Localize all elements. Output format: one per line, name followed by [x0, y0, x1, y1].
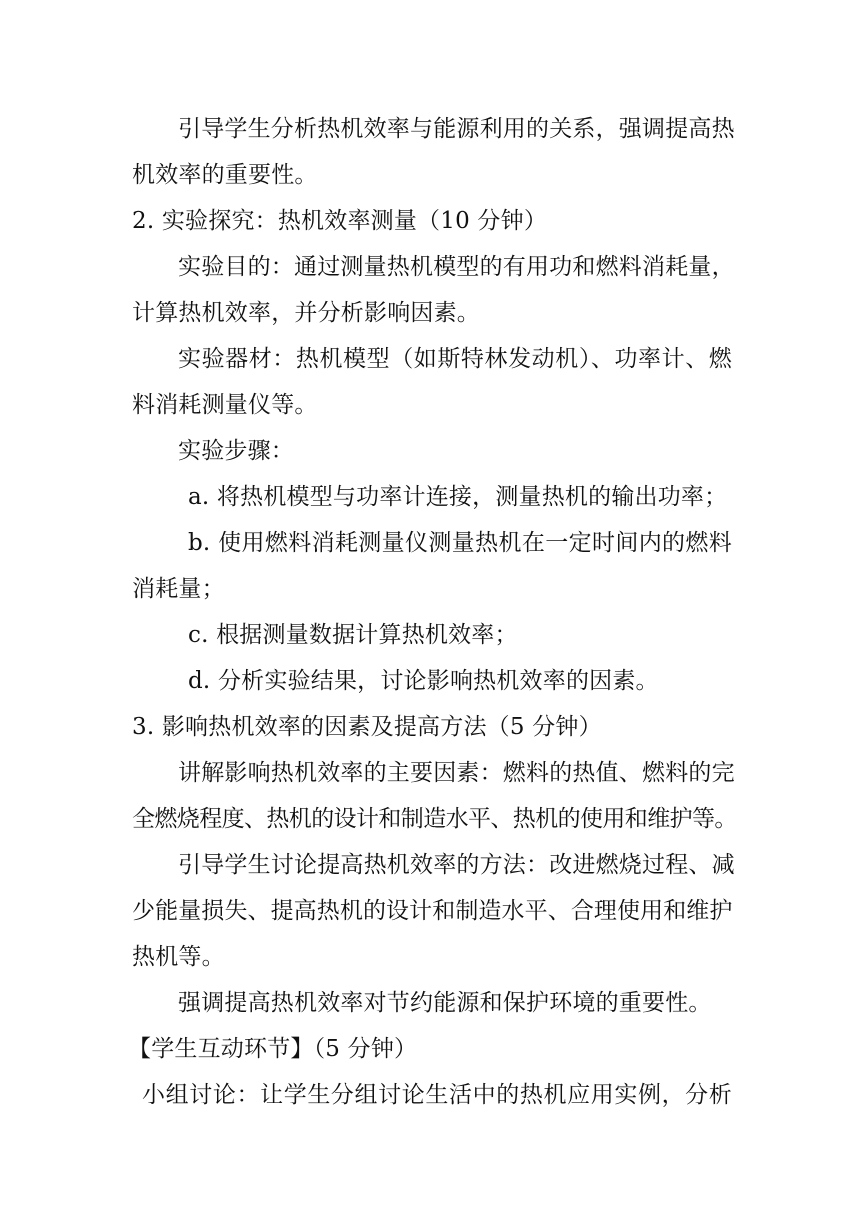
paragraph-line: 实验目的：通过测量热机模型的有用功和燃料消耗量，	[178, 254, 735, 280]
paragraph-line: 讲解影响热机效率的主要因素：燃料的热值、燃料的完	[178, 760, 735, 786]
paragraph-line: 小组讨论：让学生分组讨论生活中的热机应用实例，分析	[142, 1082, 732, 1108]
list-item-continuation: 消耗量；	[132, 576, 225, 602]
list-item: c. 根据测量数据计算热机效率；	[188, 622, 518, 648]
paragraph-line: 全燃烧程度、热机的设计和制造水平、热机的使用和维护等。	[132, 806, 737, 832]
paragraph-line: 机效率的重要性。	[132, 162, 318, 188]
paragraph-line: 料消耗测量仪等。	[132, 392, 318, 418]
section-heading: 2. 实验探究：热机效率测量（10 分钟）	[132, 208, 548, 234]
paragraph-line: 引导学生讨论提高热机效率的方法：改进燃烧过程、减	[178, 852, 735, 878]
paragraph-line: 热机等。	[132, 944, 225, 970]
paragraph-line: 计算热机效率，并分析影响因素。	[132, 300, 480, 326]
list-item: a. 将热机模型与功率计连接，测量热机的输出功率；	[188, 484, 728, 510]
list-item: d. 分析实验结果，讨论影响热机效率的因素。	[188, 668, 659, 694]
paragraph-line: 强调提高热机效率对节约能源和保护环境的重要性。	[178, 990, 712, 1016]
list-item: b. 使用燃料消耗测量仪测量热机在一定时间内的燃料	[188, 530, 732, 556]
paragraph-line: 少能量损失、提高热机的设计和制造水平、合理使用和维护	[132, 898, 732, 924]
paragraph-line: 引导学生分析热机效率与能源利用的关系，强调提高热	[178, 116, 735, 142]
section-heading: 【学生互动环节】（5 分钟）	[128, 1036, 418, 1062]
section-heading: 3. 影响热机效率的因素及提高方法（5 分钟）	[132, 714, 602, 740]
paragraph-line: 实验器材：热机模型（如斯特林发动机）、功率计、燃	[178, 346, 732, 372]
paragraph-line: 实验步骤：	[178, 438, 294, 464]
